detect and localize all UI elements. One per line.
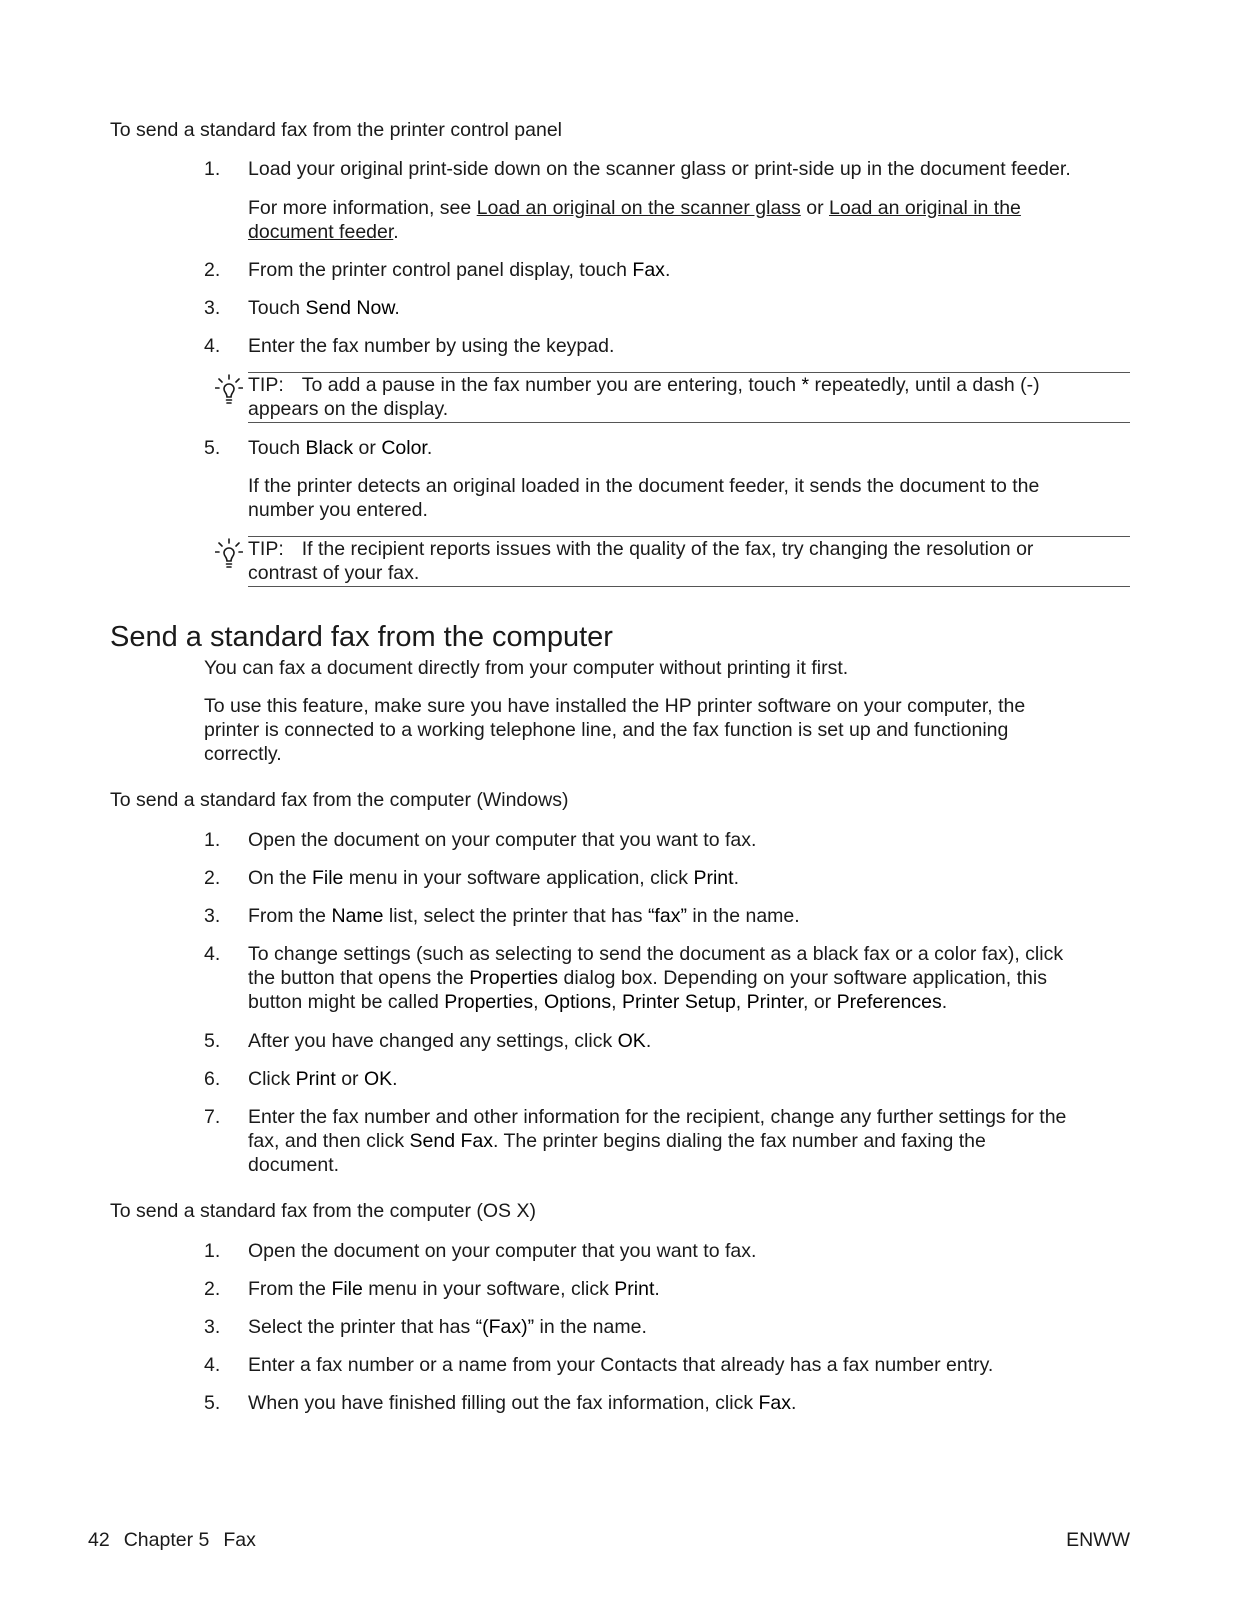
ui-term: “fax”: [647, 905, 687, 927]
step-number: 2.: [204, 1278, 221, 1300]
step-number: 5.: [204, 437, 221, 459]
step-number: 4.: [204, 943, 221, 965]
ui-term: Printer: [746, 991, 803, 1013]
ui-term: Printer Setup: [621, 991, 736, 1013]
ui-term: Properties: [469, 967, 559, 989]
ui-term: Name: [331, 905, 384, 927]
step-number: 3.: [204, 1316, 221, 1338]
step-number: 3.: [204, 905, 221, 927]
step-text: Select the printer that has “(Fax)” in the name.: [248, 1316, 647, 1338]
section-title: Send a standard fax from the computer: [110, 621, 613, 653]
subheading-windows: To send a standard fax from the computer (Windows): [110, 789, 569, 811]
ui-term: Print: [693, 867, 734, 889]
ui-term: File: [331, 1278, 363, 1300]
ui-term: Color: [381, 437, 427, 459]
ui-term: Print: [614, 1278, 655, 1300]
tip-rule-bottom: [248, 586, 1130, 587]
page-footer: [88, 1528, 270, 1552]
step-text: Touch Send Now.: [248, 297, 400, 319]
tip-text: TIP: To add a pause in the fax number you are entering, touch * repeatedly, until a dash (-) appears on the display.: [248, 374, 1040, 420]
step-text: From the Name list, select the printer that has “fax” in the name.: [248, 905, 800, 927]
ui-term: Fax: [632, 259, 665, 281]
step-text: On the File menu in your software application, click Print.: [248, 867, 739, 889]
step-number: 4.: [204, 1354, 221, 1376]
step-text: Click Print or OK.: [248, 1068, 398, 1090]
tip-label: TIP:: [248, 538, 284, 560]
asterisk-key: *: [801, 374, 810, 396]
step-text: Enter the fax number and other information for the recipient, change any further settings for the fax, and then click Send Fax. The printer begins dialing the fax number and faxing the document.: [248, 1106, 1067, 1176]
step-number: 1.: [204, 829, 221, 851]
tip-label: TIP:: [248, 374, 284, 396]
lightbulb-icon: [215, 538, 243, 570]
ui-term: OK: [363, 1068, 393, 1090]
ui-term: Send Fax: [409, 1130, 493, 1152]
chapter-title: Fax: [223, 1529, 256, 1551]
link-load-document-feeder[interactable]: Load an original in the: [829, 197, 1021, 219]
intro-paragraph: You can fax a document directly from your computer without printing it first.: [204, 657, 849, 679]
step-text: Touch Black or Color.: [248, 437, 433, 459]
step-number: 1.: [204, 1240, 221, 1262]
step-number: 2.: [204, 259, 221, 281]
step-text: Open the document on your computer that you want to fax.: [248, 829, 757, 851]
step-text: Enter the fax number by using the keypad.: [248, 335, 615, 357]
step-text: Load your original print-side down on the scanner glass or print-side up in the document feeder.: [248, 158, 1071, 180]
link-load-document-feeder-cont[interactable]: document feeder: [248, 221, 394, 243]
step-number: 4.: [204, 335, 221, 357]
step-text: After you have changed any settings, click OK.: [248, 1030, 652, 1052]
ui-term: Options: [543, 991, 612, 1013]
page-number: 42: [88, 1529, 110, 1551]
step-detail-paragraph: If the printer detects an original loaded in the document feeder, it sends the document to the number you entered.: [248, 475, 1040, 521]
step-number: 5.: [204, 1030, 221, 1052]
step-number: 2.: [204, 867, 221, 889]
more-info-period: .: [393, 221, 399, 243]
ui-term: Print: [295, 1068, 336, 1090]
step-number: 1.: [204, 158, 221, 180]
more-info-or: or: [800, 197, 829, 219]
ui-term: File: [311, 867, 344, 889]
step-text: When you have finished filling out the fax information, click Fax.: [248, 1392, 797, 1414]
ui-term: Black: [305, 437, 354, 459]
tip-box: [215, 372, 1130, 424]
ui-term: Fax: [758, 1392, 792, 1414]
step-number: 5.: [204, 1392, 221, 1414]
step-number: 7.: [204, 1106, 221, 1128]
step-text: From the printer control panel display, touch Fax.: [248, 259, 671, 281]
subheading-control-panel: To send a standard fax from the printer control panel: [110, 119, 563, 141]
step-text: Enter a fax number or a name from your Contacts that already has a fax number entry.: [248, 1354, 994, 1376]
step-text: From the File menu in your software, click Print.: [248, 1278, 660, 1300]
tip-box: [215, 536, 1130, 588]
ui-term: Preferences: [836, 991, 942, 1013]
tip-rule-bottom: [248, 422, 1130, 423]
ui-term: OK: [617, 1030, 646, 1052]
step-number: 3.: [204, 297, 221, 319]
ui-term: Properties: [444, 991, 534, 1013]
step-number: 6.: [204, 1068, 221, 1090]
tip-text: TIP: If the recipient reports issues with the quality of the fax, try changing the resolution or contrast of your fax.: [248, 538, 1034, 584]
ui-term: “(Fax)”: [475, 1316, 535, 1338]
ui-term: Send Now: [305, 297, 395, 319]
footer-locale: ENWW: [1066, 1529, 1130, 1551]
lightbulb-icon: [215, 374, 243, 406]
step-text: To change settings (such as selecting to send the document as a black fax or a color fax), click the button that opens the Properties dialog box. Depending on your software application, this button might be called Properties, Options, Printer Setup, Printer, or Preferences.: [248, 943, 1064, 1013]
intro-paragraph: To use this feature, make sure you have installed the HP printer software on your computer, the printer is connected to a working telephone line, and the fax function is set up and functioning correctly.: [204, 695, 1026, 765]
link-load-scanner-glass[interactable]: Load an original on the scanner glass: [476, 197, 801, 219]
subheading-osx: To send a standard fax from the computer (OS X): [110, 1200, 536, 1222]
more-info-text: For more information, see: [248, 197, 477, 219]
step-text: Open the document on your computer that you want to fax.: [248, 1240, 757, 1262]
chapter-label: Chapter 5: [123, 1529, 210, 1551]
more-info-paragraph: [248, 196, 1128, 244]
